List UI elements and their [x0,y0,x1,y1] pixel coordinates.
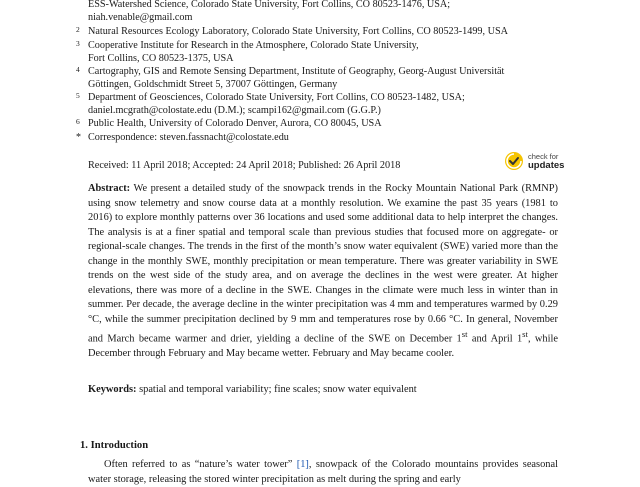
correspondence-marker: * [76,132,81,143]
affiliation-line: Department of Geosciences, Colorado State University, Fort Collins, CO 80523-1482, USA; [88,92,465,103]
intro-paragraph [88,458,558,487]
keywords-label: Keywords: [88,384,137,395]
citation-link[interactable]: [1] [296,459,309,470]
intro-text: , snowpack of the Colorado mountains provides seasonal water storage, releasing the stored winter precipitation as melt during the spring and early [88,459,558,485]
affiliation-3 [76,39,419,65]
intro-text: Often referred to as “nature’s water tower” [104,459,297,470]
affiliation-email[interactable]: niah.venable@gmail.com [88,12,193,23]
check-updates-text [528,152,564,170]
affiliation-2 [76,25,508,38]
affiliation-4 [76,65,505,91]
abstract-text: We present a detailed study of the snowpack trends in the Rocky Mountain National Park (RMNP) using snow telemetry and snow course data at a monthly resolution. We examine the past 35 years (1981 to 2016) to explore monthly patterns over 36 locations and used some additional data to help interpret the changes. The analysis is at a finer spatial and temporal scale than previous studies that focused more on aggregate- or regional-scale changes. The trends in the first of the month’s snow water equivalent (SWE) varied more than the change in the monthly SWE, monthly precipitation or mean temperature. There was greater variability in SWE trends on the west side of the study area, and on average the declines in the west were greater. At higher elevations, there was more of a decline in the SWE. Changes in the climate were much less in winter than in summer. Per decade, the average decline in the winter precipitation was 4 mm and temperatures warmed by 0.29 °C, while the summer precipitation declined by 9 mm and temperatures rose by 0.66 °C. In general, November and March became warmer and drier, yielding a decline of the SWE on December 1 [88,183,558,345]
affiliation-1 [88,0,450,24]
keywords [88,384,417,395]
abstract-text: and April 1 [467,333,523,345]
abstract-label: Abstract: [88,183,131,194]
check-for-updates-badge[interactable] [504,150,604,172]
affiliation-marker: 4 [76,65,80,74]
affiliation-marker: 6 [76,117,80,126]
abstract-text: , while December through February and May became wetter. February and May became cooler. [88,333,558,359]
correspondence [76,131,289,144]
correspondence-email[interactable]: Correspondence: steven.fassnacht@colostate.edu [88,132,289,143]
check-updates-line2: updates [528,160,565,171]
publication-dates: Received: 11 April 2018; Accepted: 24 April 2018; Published: 26 April 2018 [88,160,401,171]
check-updates-line1: check for [528,152,559,161]
affiliation-marker: 5 [76,91,80,100]
affiliation-marker: 3 [76,39,80,48]
superscript: st [522,329,528,339]
affiliation-line: Cartography, GIS and Remote Sensing Department, Institute of Geography, Georg-August Universität [88,66,505,77]
affiliation-line: Public Health, University of Colorado Denver, Aurora, CO 80045, USA [88,118,382,129]
affiliation-6 [76,117,382,130]
superscript: st [461,329,468,339]
keywords-text: spatial and temporal variability; fine scales; snow water equivalent [136,384,417,395]
affiliation-line: Fort Collins, CO 80523-1375, USA [88,53,234,64]
affiliation-5 [76,91,465,117]
affiliation-email[interactable]: daniel.mcgrath@colostate.edu (D.M.); scampi162@gmail.com (G.G.P.) [88,105,381,116]
section-title: 1. Introduction [80,440,149,451]
check-updates-icon [504,151,524,171]
affiliation-line: Cooperative Institute for Research in the Atmosphere, Colorado State University, [88,40,419,51]
affiliation-line: Natural Resources Ecology Laboratory, Colorado State University, Fort Collins, CO 80523-1499, USA [88,26,508,37]
abstract [88,182,558,361]
affiliation-marker: 2 [76,25,80,34]
affiliation-line: ESS-Watershed Science, Colorado State University, Fort Collins, CO 80523-1476, USA; [88,0,451,10]
affiliation-line: Göttingen, Goldschmidt Street 5, 37007 Göttingen, Germany [88,79,338,90]
